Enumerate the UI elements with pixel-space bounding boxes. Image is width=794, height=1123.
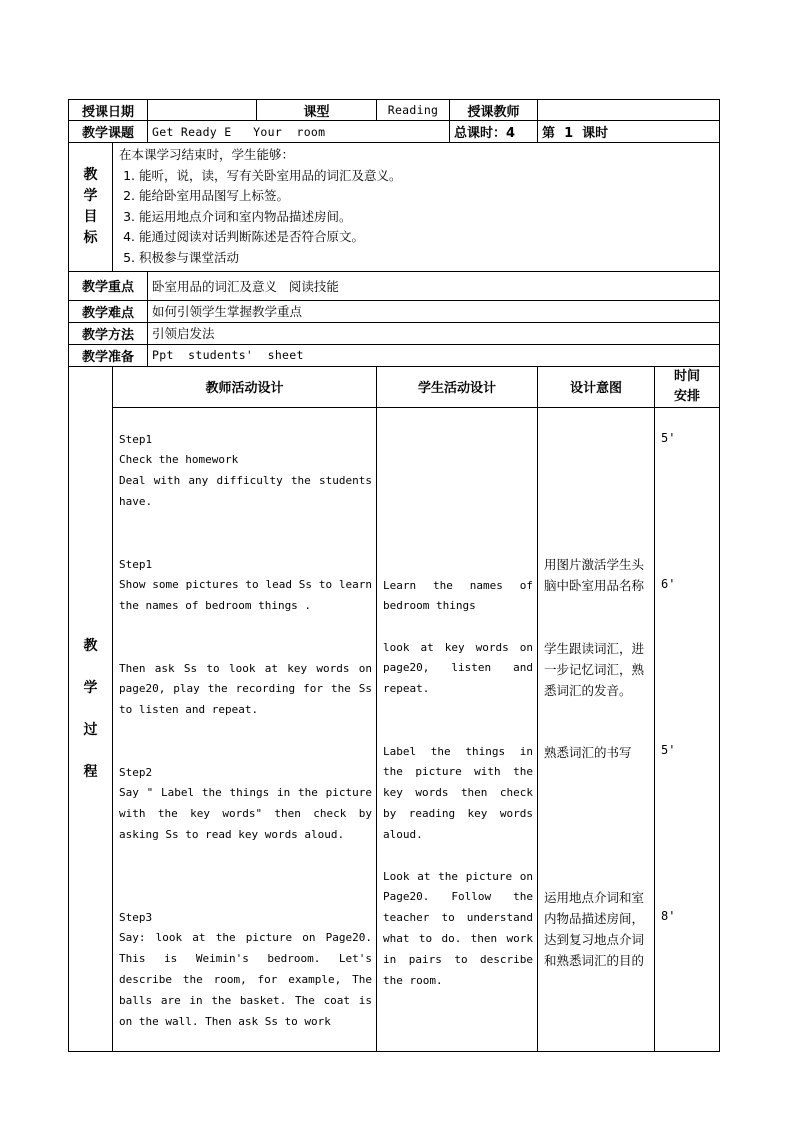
design-intent-cell [538,407,655,1051]
date-label: 授课日期 [69,100,148,121]
time-value: 5' [661,430,676,445]
objective-item: 3. 能运用地点介词和室内物品描述房间。 [139,207,713,228]
intent-note: 熟悉词汇的书写 [544,744,632,760]
teacher-step: Step2 Say " Label the things in the picture with the key words" then check by asking Ss to read key words aloud. [119,765,373,841]
student-activity-cell [377,407,538,1051]
process-label: 教 学 过 程 [69,366,113,1051]
objectives-intro: 在本课学习结束时，学生能够： [119,147,295,162]
student-step: Look at the picture on Page20. Follow the teacher to understand what to do. then work in pairs to describe the room. [383,869,534,987]
topic-value: Get Ready E Your room [148,121,450,143]
teacher-step: Then ask Ss to look at key words on page20, play the recording for the Ss to listen and repeat. [119,661,373,717]
objective-item: 4. 能通过阅读对话判断陈述是否符合原文。 [139,227,713,248]
student-activity-header: 学生活动设计 [377,366,538,407]
difficulty-label: 教学难点 [69,300,148,322]
lesson-number: 第 1 课时 [538,121,720,143]
design-intent-header: 设计意图 [538,366,655,407]
difficulty-value: 如何引领学生掌握教学重点 [148,300,720,322]
student-step: Label the things in the picture with the key words then check by reading key words aloud. [383,744,534,841]
objective-item: 5. 积极参与课堂活动 [139,248,713,269]
intent-note: 学生跟读词汇，进一步记忆词汇，熟悉词汇的发音。 [544,640,645,698]
total-lessons: 总课时：4 [450,121,538,143]
objectives-label: 教 学 目 标 [69,143,113,272]
method-value: 引领启发法 [148,322,720,344]
teacher-step: Step3 Say: look at the picture on Page20. This is Weimin's bedroom. Let's describe the room, for example, The balls are in the basket. The coat is on the wall. Then ask Ss to work [119,910,373,1028]
type-value: Reading [377,100,450,121]
student-step: look at key words on page20, listen and repeat. [383,640,534,696]
time-value: 5' [661,742,676,757]
intent-note: 运用地点介词和室内物品描述房间，达到复习地点介词和熟悉词汇的目的 [544,889,645,968]
lesson-plan-table [68,99,720,1052]
method-label: 教学方法 [69,322,148,344]
teacher-activity-cell [113,407,377,1051]
teacher-value [538,100,720,121]
time-cell [655,407,720,1051]
teacher-step: Step1 Check the homework Deal with any difficulty the students have. [119,432,373,508]
intent-note: 用图片激活学生头脑中卧室用品名称 [544,556,645,593]
objectives-content [113,143,720,272]
student-step: Learn the names of bedroom things [383,578,534,613]
time-value: 6' [661,576,676,591]
teacher-step: Step1 Show some pictures to lead Ss to learn the names of bedroom things . [119,557,373,613]
time-value: 8' [661,908,676,923]
key-points-label: 教学重点 [69,271,148,300]
preparation-label: 教学准备 [69,344,148,366]
type-label: 课型 [257,100,377,121]
time-header: 时间 安排 [655,366,720,407]
preparation-value: Ppt students' sheet [148,344,720,366]
date-value [148,100,257,121]
objective-item: 1. 能听，说，读，写有关卧室用品的词汇及意义。 [139,166,713,187]
teacher-label: 授课教师 [450,100,538,121]
teacher-activity-header: 教师活动设计 [113,366,377,407]
topic-label: 教学课题 [69,121,148,143]
key-points-value: 卧室用品的词汇及意义 阅读技能 [148,271,720,300]
objective-item: 2. 能给卧室用品图写上标签。 [139,186,713,207]
